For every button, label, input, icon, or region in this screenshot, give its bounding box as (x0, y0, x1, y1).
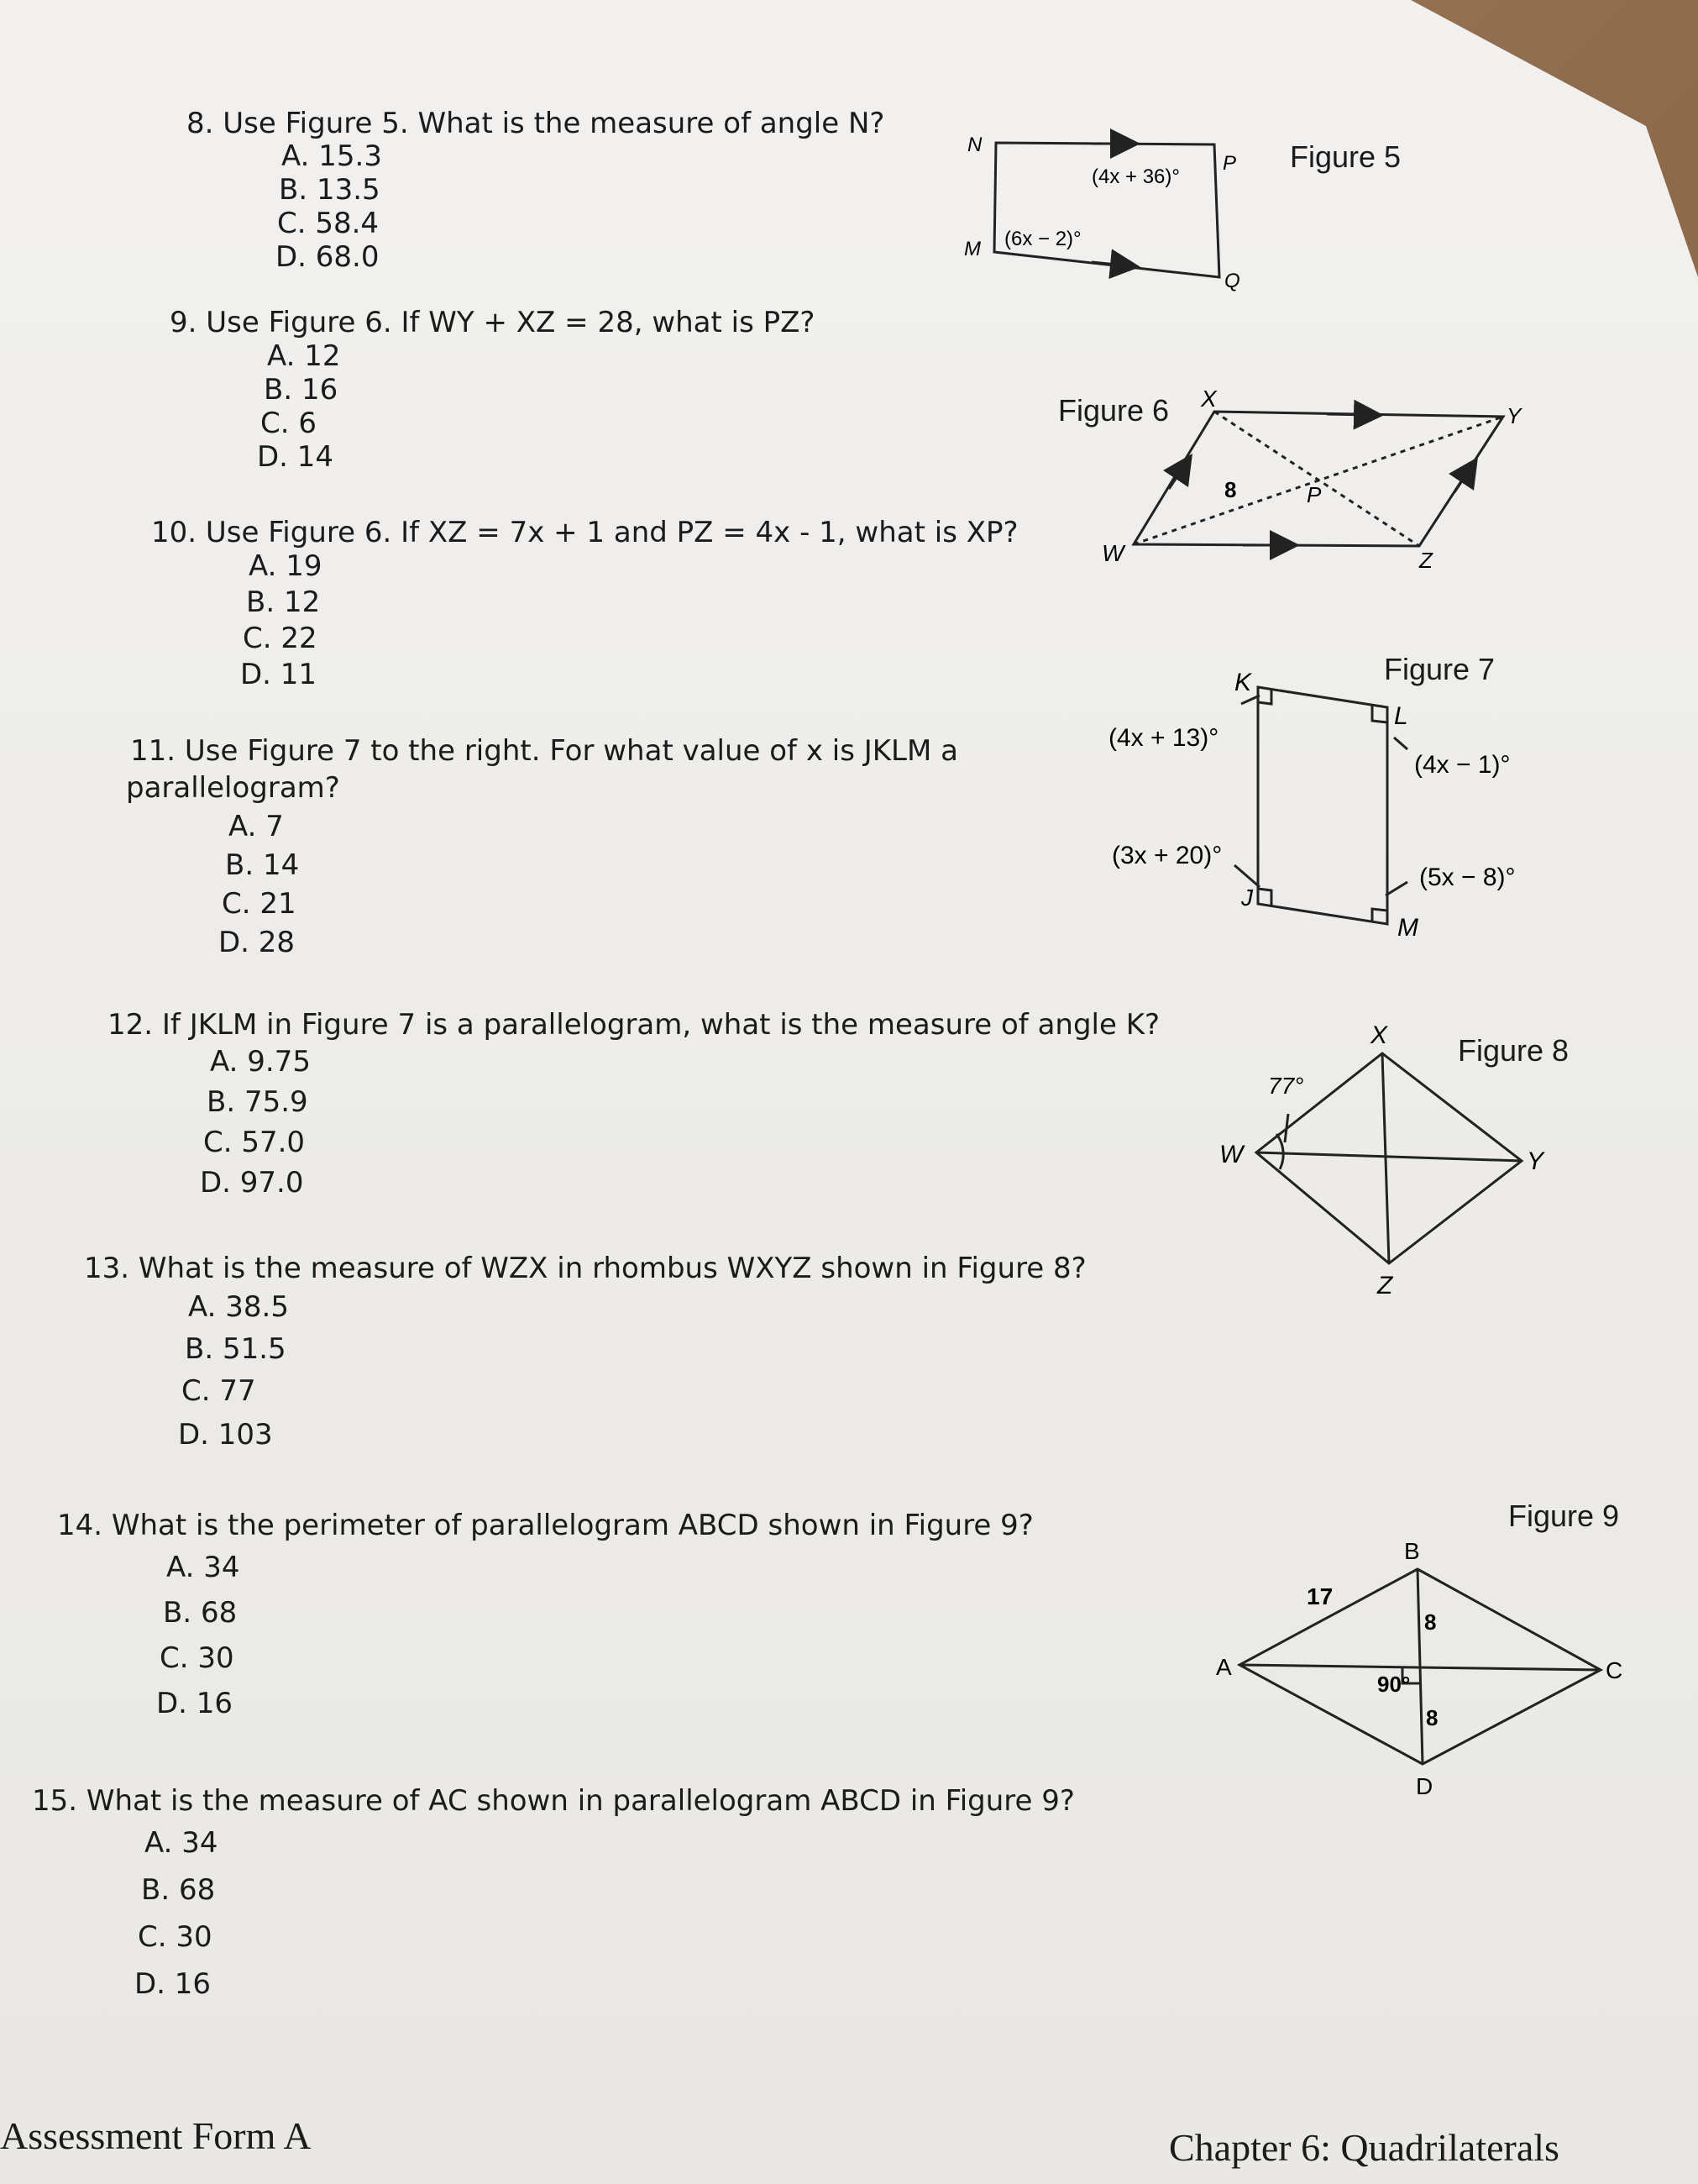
question-text: What is the measure of WZX in rhombus WXYZ shown in Figure 8? (138, 1252, 1087, 1285)
figure-9-segment-top: 8 (1424, 1609, 1437, 1635)
option-d: D. 28 (218, 926, 296, 959)
option-a: A. 38.5 (188, 1290, 289, 1324)
option-a: A. 12 (267, 339, 341, 373)
figure-7-label-k: K (1234, 669, 1252, 696)
option-d: D. 68.0 (275, 240, 380, 274)
question-text: Use Figure 6. If XZ = 7x + 1 and PZ = 4x - 1, what is XP? (205, 516, 1019, 549)
option-d: D. 16 (156, 1687, 233, 1720)
option-d: D. 103 (178, 1418, 273, 1452)
figure-9-label-d: D (1416, 1773, 1433, 1799)
option-b: B. 16 (264, 373, 338, 407)
figure-5-label-n: N (967, 134, 983, 156)
figure-5-label-p: P (1223, 152, 1237, 175)
option-c: C. 30 (138, 1920, 212, 1954)
figure-6-label-y: Y (1507, 403, 1522, 428)
figure-7-title: Figure 7 (1384, 652, 1496, 686)
question-11-continued: parallelogram? (126, 771, 340, 805)
figure-7-label-j: J (1241, 885, 1253, 911)
option-a: A. 7 (228, 810, 284, 843)
figure-5-diagram (994, 143, 1219, 277)
figure-8-angle-label: 77° (1268, 1073, 1304, 1099)
figure-8-label-z: Z (1377, 1272, 1393, 1299)
question-text: Use Figure 5. What is the measure of angle N? (223, 107, 885, 140)
figure-9-label-c: C (1606, 1657, 1623, 1683)
figure-6-label-z: Z (1419, 548, 1433, 573)
option-a: A. 15.3 (281, 139, 382, 173)
figure-9-title: Figure 9 (1508, 1499, 1620, 1533)
option-c: C. 57.0 (203, 1126, 306, 1159)
figure-7-label-m: M (1397, 914, 1418, 942)
question-number: 10. (151, 516, 197, 549)
figure-8-label-x: X (1370, 1021, 1388, 1049)
figure-7-label-l: L (1394, 702, 1408, 730)
figure-5-angle-m: (6x − 2)° (1004, 228, 1082, 250)
question-number: 12. (107, 1008, 154, 1042)
option-b: B. 75.9 (207, 1085, 308, 1119)
option-b: B. 51.5 (185, 1332, 286, 1366)
option-d: D. 97.0 (200, 1166, 304, 1200)
option-c: C. 21 (222, 887, 296, 921)
question-number: 9. (170, 306, 197, 339)
footer-right: Chapter 6: Quadrilaterals (1169, 2126, 1559, 2169)
figure-5-label-q: Q (1224, 270, 1240, 292)
figure-9-side-label: 17 (1307, 1583, 1334, 1609)
figure-9-label-a: A (1216, 1654, 1232, 1680)
option-a: A. 19 (249, 549, 322, 583)
figure-6-label-x: X (1201, 386, 1217, 412)
option-b: B. 14 (225, 848, 300, 882)
figure-7-angle-j: (3x + 20)° (1112, 842, 1223, 869)
question-text: What is the perimeter of parallelogram ABCD shown in Figure 9? (111, 1509, 1034, 1542)
question-text: Use Figure 7 to the right. For what value of x is JKLM a (184, 734, 958, 768)
footer-left: Assessment Form A (0, 2114, 312, 2157)
option-c: C. 6 (260, 407, 317, 440)
figure-5-angle-p: (4x + 36)° (1092, 165, 1180, 188)
option-b: B. 68 (141, 1873, 216, 1907)
figure-7-angle-l: (4x − 1)° (1414, 751, 1511, 779)
option-a: A. 34 (144, 1826, 218, 1860)
figure-6-title: Figure 6 (1058, 393, 1170, 428)
option-d: D. 11 (240, 658, 317, 691)
option-c: C. 77 (181, 1374, 256, 1408)
figure-8-label-w: W (1219, 1141, 1244, 1168)
question-number: 14. (57, 1509, 103, 1542)
figure-6-diagram (1134, 412, 1503, 546)
figure-6-label-p: P (1307, 482, 1322, 507)
figure-9-segment-bottom: 8 (1426, 1705, 1439, 1730)
question-text: Use Figure 6. If WY + XZ = 28, what is PZ? (206, 306, 815, 339)
figure-8-title: Figure 8 (1458, 1033, 1570, 1068)
figure-8-label-y: Y (1527, 1147, 1544, 1175)
question-text: If JKLM in Figure 7 is a parallelogram, what is the measure of angle K? (161, 1008, 1161, 1042)
figure-9-diagram (1239, 1569, 1601, 1764)
question-number: 11. (130, 734, 176, 768)
option-a: A. 9.75 (210, 1045, 311, 1079)
option-a: A. 34 (166, 1551, 240, 1584)
question-number: 8. (186, 107, 214, 140)
figure-7-angle-m: (5x − 8)° (1419, 864, 1516, 891)
question-number: 15. (32, 1784, 78, 1818)
figure-7-diagram (1234, 687, 1407, 924)
option-b: B. 12 (246, 585, 321, 619)
option-d: D. 16 (134, 1967, 212, 2001)
figure-7-angle-k: (4x + 13)° (1108, 724, 1219, 752)
figure-6-segment-label: 8 (1224, 477, 1237, 502)
option-c: C. 58.4 (277, 207, 380, 240)
option-c: C. 22 (243, 622, 317, 655)
option-b: B. 13.5 (279, 173, 380, 207)
figure-9-angle-label: 90° (1377, 1672, 1411, 1697)
figure-9-label-b: B (1404, 1538, 1420, 1564)
question-text: What is the measure of AC shown in parallelogram ABCD in Figure 9? (86, 1784, 1075, 1818)
option-b: B. 68 (163, 1596, 238, 1630)
figure-5-title: Figure 5 (1290, 139, 1402, 174)
option-d: D. 14 (257, 440, 334, 474)
question-number: 13. (84, 1252, 130, 1285)
option-c: C. 30 (160, 1641, 234, 1675)
figure-5-label-m: M (964, 238, 981, 260)
figure-6-label-w: W (1102, 540, 1124, 566)
